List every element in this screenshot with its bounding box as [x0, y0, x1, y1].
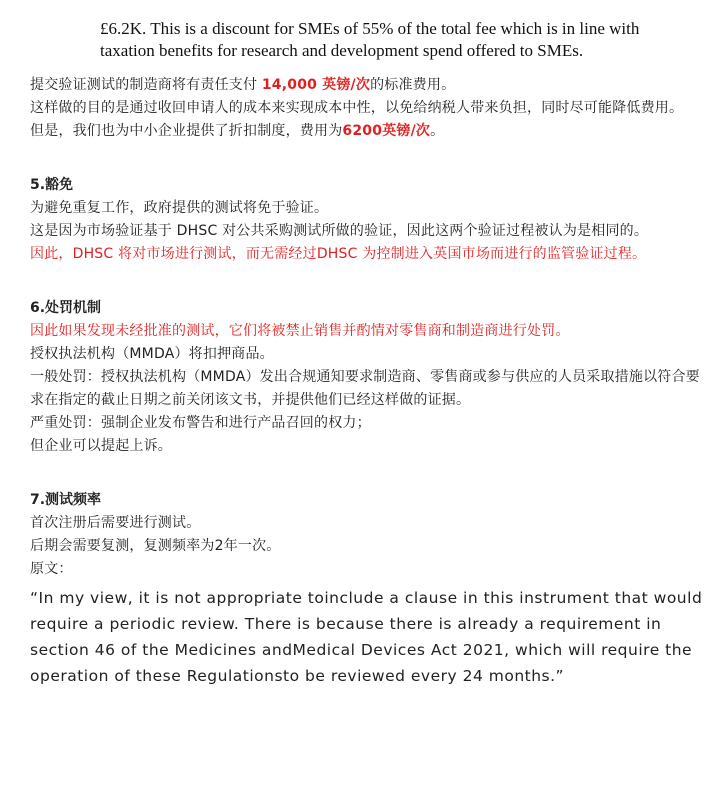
fee-discount-amount: 6200英镑/次: [342, 123, 431, 139]
s6-line-1: 因此如果发现未经批准的测试，它们将被禁止销售并酌情对零售商和制造商进行处罚。: [30, 323, 570, 339]
s6-line-4: 严重处罚：强制企业发布警告和进行产品召回的权力；: [30, 415, 371, 431]
excerpt-line-1: £6.2K. This is a discount for SMEs of 55% of the total fee which is in line with: [100, 19, 640, 38]
s5-line-3: 因此，DHSC 将对市场进行测试，而无需经过DHSC 为控制进入英国市场而进行的监管验证过程。: [30, 246, 647, 262]
s7-line-3: 原文：: [30, 561, 73, 577]
s6-line-2: 授权执法机构（MMDA）将扣押商品。: [30, 346, 274, 362]
section-7-heading: 7.测试频率: [30, 492, 102, 508]
fee-purpose: 这样做的目的是通过收回申请人的成本来实现成本中性，以免给纳税人带来负担，同时尽可能降低费用。: [30, 100, 684, 116]
s6-line-5: 但企业可以提起上诉。: [30, 438, 172, 454]
excerpt-line-2: taxation benefits for research and development spend offered to SMEs.: [100, 41, 584, 60]
fee-discount-pre: 但是，我们也为中小企业提供了折扣制度，费用为: [30, 123, 343, 139]
fee-standard-pre: 提交验证测试的制造商将有责任支付: [30, 77, 262, 93]
s5-line-1: 为避免重复工作，政府提供的测试将免于验证。: [30, 200, 329, 216]
article-body: [30, 74, 706, 689]
section-5-heading: 5.豁免: [30, 177, 74, 193]
s7-line-1: 首次注册后需要进行测试。: [30, 515, 201, 531]
english-excerpt: [100, 18, 700, 62]
fee-standard-post: 的标准费用。: [370, 77, 456, 93]
original-quote: “In my view, it is not appropriate toinclude a clause in this instrument that would require a periodic review. There is because there is already a requirement in section 46 of the Medicines andMedical Devices Act 2021, which will require the operation of these Regulationsto be reviewed every 24 months.”: [30, 589, 703, 685]
s5-line-2: 这是因为市场验证基于 DHSC 对公共采购测试所做的验证，因此这两个验证过程被认为是相同的。: [30, 223, 649, 239]
s6-line-3: 一般处罚：授权执法机构（MMDA）发出合规通知要求制造商、零售商或参与供应的人员采取措施以符合要求在指定的截止日期之前关闭该文书，并提供他们已经这样做的证据。: [30, 369, 700, 408]
fee-standard: [30, 74, 706, 97]
section-6-heading: 6.处罚机制: [30, 300, 102, 316]
fee-discount-post: 。: [430, 123, 445, 139]
fee-standard-amount: 14,000 英镑/次: [261, 77, 371, 93]
fee-discount: [30, 120, 706, 143]
s7-line-2: 后期会需要复测，复测频率为2年一次。: [30, 538, 281, 554]
